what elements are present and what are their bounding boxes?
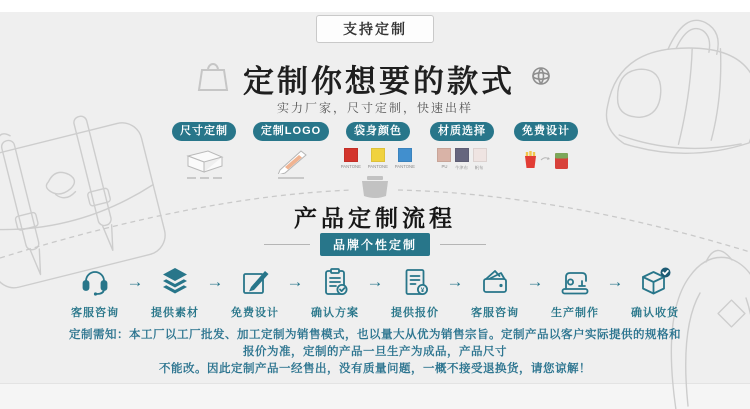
notice-line-1: 定制需知：本工厂以工厂批发、加工定制为销售模式，也以量大从优为销售宗旨。定制产品以客户实际提供的规格和报价为准，定制的产品一旦生产为成品，产品尺寸 bbox=[69, 329, 681, 358]
feature-color bbox=[341, 122, 415, 182]
feature-tags-row bbox=[0, 122, 750, 182]
globe-icon bbox=[529, 64, 553, 93]
feature-size bbox=[172, 122, 236, 182]
process-title: 产品定制流程 bbox=[294, 205, 456, 231]
custom-notice-text bbox=[65, 327, 685, 378]
wallet-money-icon bbox=[478, 264, 512, 300]
flow-arrow: → bbox=[206, 272, 224, 291]
subtitle: 实力厂家，尺寸定制，快速出样 bbox=[276, 101, 473, 115]
support-customization-button[interactable]: 支持定制 bbox=[316, 15, 434, 43]
pantone-chip-red: PANTONE bbox=[339, 148, 363, 170]
quote-document-icon bbox=[398, 264, 432, 300]
layers-icon bbox=[158, 264, 192, 300]
material-chip-canvas: 帆布 bbox=[473, 148, 487, 171]
flow-arrow: → bbox=[286, 272, 304, 291]
flow-arrow: → bbox=[446, 272, 464, 291]
step-consult-2: 客服咨询 bbox=[466, 264, 524, 320]
flow-arrow: → bbox=[366, 272, 384, 291]
material-chip-oxford: 牛津布 bbox=[454, 148, 469, 171]
material-swatches bbox=[437, 148, 486, 182]
step-receive: 确认收货 bbox=[626, 264, 684, 320]
tag-custom-logo[interactable]: 定制LOGO bbox=[253, 122, 329, 141]
step-free-design: 免费设计 bbox=[226, 264, 284, 320]
step-consult-1: 客服咨询 bbox=[66, 264, 124, 320]
step-confirm-plan: 确认方案 bbox=[306, 264, 364, 320]
tag-free-design[interactable]: 免费设计 bbox=[514, 122, 578, 141]
shopping-bag-icon bbox=[197, 59, 229, 98]
pencil-square-icon bbox=[238, 264, 272, 300]
bottom-band bbox=[0, 383, 750, 409]
pantone-chip-yellow: PANTONE bbox=[366, 148, 390, 170]
headset-icon bbox=[78, 264, 112, 300]
feature-material bbox=[430, 122, 494, 182]
material-chip-pu: PU bbox=[437, 148, 451, 171]
sample-pack-icons bbox=[522, 148, 570, 182]
page-title: 定制你想要的款式 bbox=[243, 64, 515, 99]
sewing-machine-icon bbox=[558, 264, 592, 300]
tag-bag-color[interactable]: 袋身颜色 bbox=[346, 122, 410, 141]
tag-material-select[interactable]: 材质选择 bbox=[430, 122, 494, 141]
process-badge: 品牌个性定制 bbox=[320, 233, 430, 256]
feature-logo bbox=[256, 122, 326, 182]
notice-line-2: 不能改。因此定制产品一经售出，没有质量问题，一概不接受退换货，请您谅解！ bbox=[159, 363, 591, 375]
process-badge-row bbox=[0, 233, 750, 256]
step-materials: 提供素材 bbox=[146, 264, 204, 320]
pantone-chip-blue: PANTONE bbox=[393, 148, 417, 170]
box-check-icon bbox=[637, 264, 673, 300]
feature-design bbox=[514, 122, 578, 182]
flow-arrow: → bbox=[606, 272, 624, 291]
badge-line-right bbox=[440, 244, 486, 245]
size-sketch-icon bbox=[181, 148, 227, 182]
badge-line-left bbox=[264, 244, 310, 245]
clipboard-check-icon bbox=[318, 264, 352, 300]
pen-sketch-icon bbox=[270, 148, 312, 182]
flow-arrow: → bbox=[126, 272, 144, 291]
pantone-swatches bbox=[339, 148, 416, 182]
step-production: 生产制作 bbox=[546, 264, 604, 320]
svg-text:¥: ¥ bbox=[420, 287, 425, 294]
step-quote: ¥ 提供报价 bbox=[386, 264, 444, 320]
tag-size-custom[interactable]: 尺寸定制 bbox=[172, 122, 236, 141]
process-flow bbox=[0, 264, 750, 320]
flow-arrow: → bbox=[526, 272, 544, 291]
